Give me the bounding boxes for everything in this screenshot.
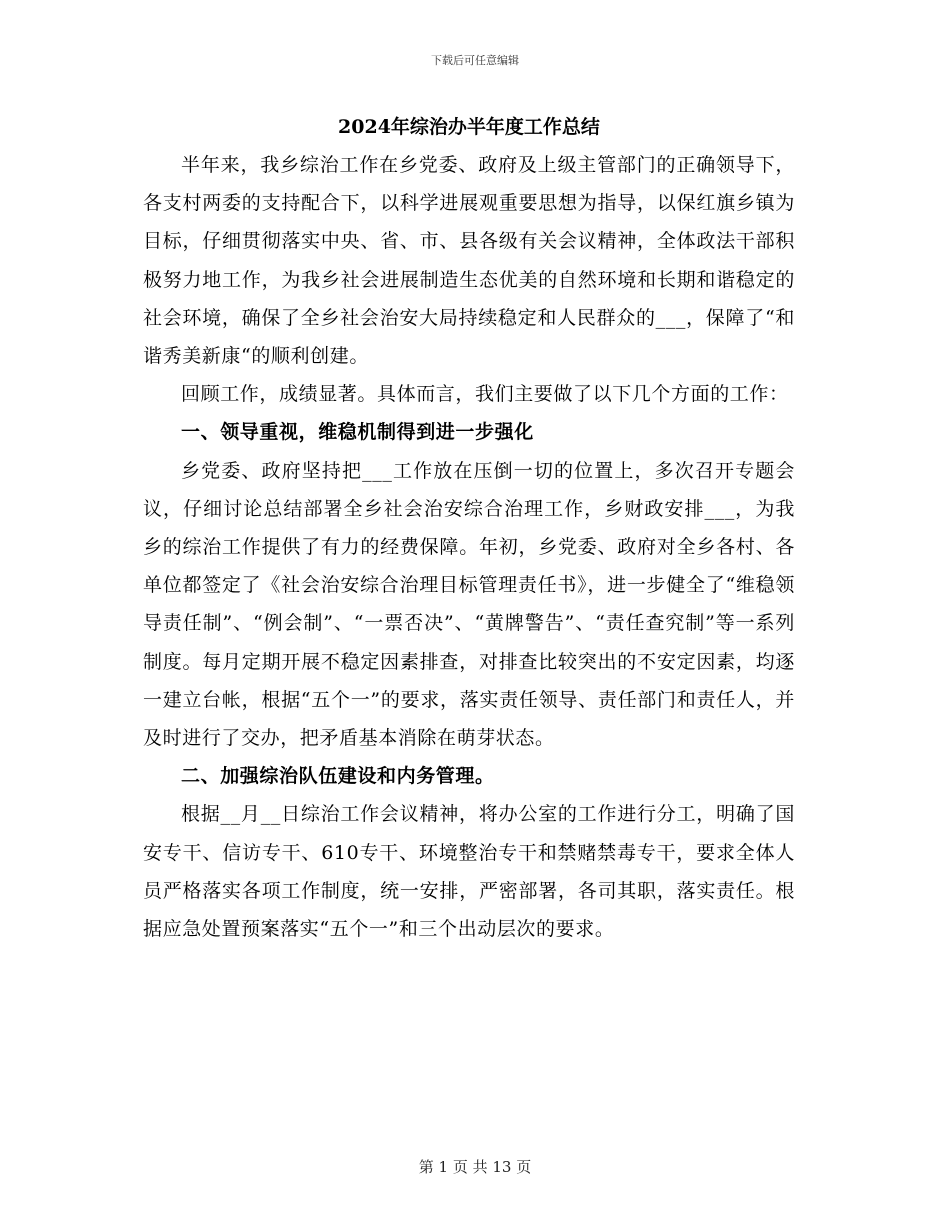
paragraph-intro: 半年来，我乡综治工作在乡党委、政府及上级主管部门的正确领导下，各支村两委的支持配合下，以科学进展观重要思想为指导，以保红旗乡镇为目标，仔细贯彻落实中央、省、市、县各级有关会议精神，全体政法干部积极努力地工作，为我乡社会进展制造生态优美的自然环境和长期和谐稳定的社会环境，确保了全乡社会治安大局持续稳定和人民群众的___，保障了“和谐秀美新康“的顺利创建。	[143, 154, 795, 368]
paragraph-section-1: 乡党委、政府坚持把___工作放在压倒一切的位置上，多次召开专题会议，仔细讨论总结部署全乡社会治安综合治理工作，乡财政安排___，为我乡的综治工作提供了有力的经费保障。年初，乡党委、政府对全乡各村、各单位都签定了《社会治安综合治理目标管理责任书》，进一步健全了“维稳领导责任制”、“例会制”、“一票否决”、“黄牌警告”、“责任查究制”等一系列制度。每月定期开展不稳定因素排查，对排查比较突出的不安定因素，均逐一建立台帐，根据“五个一”的要求，落实责任领导、责任部门和责任人，并及时进行了交办，把矛盾基本消除在萌芽状态。	[143, 459, 795, 750]
section-heading-2: 二、加强综治队伍建设和内务管理。	[181, 765, 495, 788]
paragraph-section-2: 根据__月__日综治工作会议精神，将办公室的工作进行分工，明确了国安专干、信访专干、610专干、环境整治专干和禁赌禁毒专干，要求全体人员严格落实各项工作制度，统一安排，严密部署，各司其职，落实责任。根据应急处置预案落实“五个一”和三个出动层次的要求。	[143, 803, 795, 941]
document-body	[143, 108, 795, 948]
section-heading-1: 一、领导重视，维稳机制得到进一步强化	[181, 421, 534, 444]
paragraph-review: 回顾工作，成绩显著。具体而言，我们主要做了以下几个方面的工作：	[181, 383, 789, 406]
document-title: 2024年综治办半年度工作总结	[338, 116, 600, 138]
header-note: 下载后可任意编辑	[431, 54, 519, 67]
page-footer: 第 1 页 共 13 页	[418, 1158, 532, 1176]
